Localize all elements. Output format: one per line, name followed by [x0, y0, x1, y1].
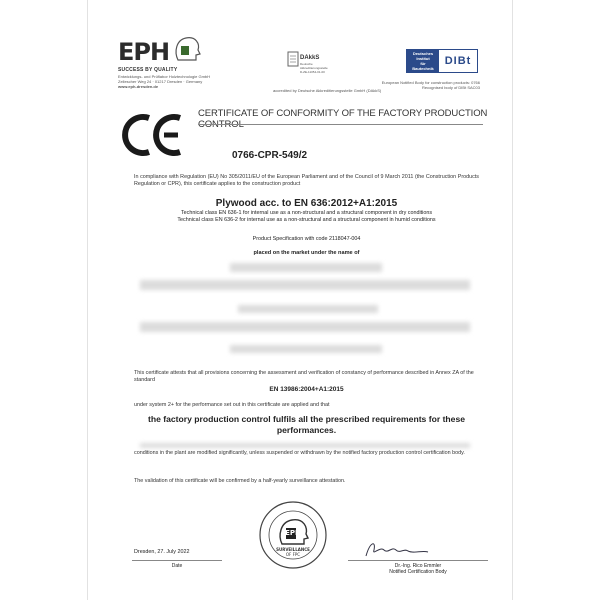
- certificate-number: 0766-CPR-549/2: [232, 150, 308, 161]
- product-spec: Product Specification with code 2118047-004: [252, 236, 361, 242]
- title-rule: [198, 124, 483, 125]
- redacted-block: [140, 322, 470, 332]
- standard-reference: EN 13986:2004+A1:2015: [269, 386, 344, 393]
- eph-logo: EPH: [118, 38, 170, 66]
- eph-tagline: SUCCESS BY QUALITY: [118, 67, 178, 73]
- fpc-statement: the factory production control fulfils all the prescribed requirements for these performances.: [147, 414, 466, 435]
- dibt-logo: DIBt: [444, 55, 472, 67]
- certificate-page: [88, 0, 512, 600]
- signature-icon: [362, 538, 432, 560]
- seal-caption-1: SURVEILLANCE: [276, 547, 310, 552]
- system-text: under system 2+ for the performance set out in this certificate are applied and that: [134, 402, 330, 408]
- redacted-block: [230, 263, 382, 272]
- dakks-icon: [286, 50, 300, 68]
- dakks-note: accredited by Deutsche Akkreditierungsstelle GmbH (DAkkS): [273, 88, 382, 93]
- validation-text: The validation of this certificate will be confirmed by a half-yearly surveillance attestation.: [134, 478, 346, 484]
- signer-block: Dr.-Ing. Rico Emmler Notified Certification Body: [389, 563, 447, 575]
- attestation-text: This certificate attests that all provisions concerning the assessment and verification of constancy of performance described in Annex ZA of the standard: [134, 370, 474, 383]
- seal-text: EPH: [285, 529, 301, 537]
- eph-address: Entwicklungs- und Prüflabor Holztechnologie GmbH Zellescher Weg 24 · 01217 Dresden · Germany www.eph-dresden.de: [118, 74, 211, 89]
- signature-rule: [348, 560, 488, 561]
- placed-on-market: placed on the market under the name of: [253, 250, 360, 256]
- redacted-block: [140, 443, 470, 448]
- eph-seal-icon: [258, 500, 328, 570]
- dakks-sub: Deutsche Akkreditierungsstelle D-ZE-11054-01-00: [300, 62, 328, 74]
- product-name: Plywood acc. to EN 636:2012+A1:2015: [215, 198, 398, 209]
- technical-classes: Technical class EN 636-1 for internal use as a non-structural and a structural component in dry conditions Technical class EN 636-2 for internal use as a non-structural and a structural component in humid conditions: [177, 210, 436, 223]
- dakks-logo: DAkkS: [300, 55, 320, 61]
- compliance-text: In compliance with Regulation (EU) No 305/2011/EU of the European Parliament and of the Council of 9 March 2011 (the Construction Products Regulation or CPR), this certificate applies to the construction product: [134, 174, 479, 187]
- eph-head-icon: [172, 34, 202, 64]
- date-label: Date: [171, 563, 183, 569]
- dibt-logo-left: Deutsches Institut für Bautechnik: [407, 50, 439, 72]
- validity-text: conditions in the plant are modified significantly, unless suspended or withdrawn by the notified factory production control certification body.: [134, 450, 465, 456]
- seal-caption-2: OF FPC: [285, 552, 301, 557]
- redacted-block: [140, 280, 470, 290]
- dibt-note: European Notified Body for construction products: 0766 Recognised body of DIBt SAC03: [381, 80, 480, 90]
- ce-mark-icon: [122, 112, 186, 158]
- redacted-block: [238, 305, 378, 313]
- certificate-title: CERTIFICATE OF CONFORMITY OF THE FACTORY PRODUCTION: [198, 108, 488, 119]
- date-rule: [132, 560, 222, 561]
- redacted-block: [230, 345, 382, 353]
- issue-date: Dresden, 27. July 2022: [134, 549, 190, 555]
